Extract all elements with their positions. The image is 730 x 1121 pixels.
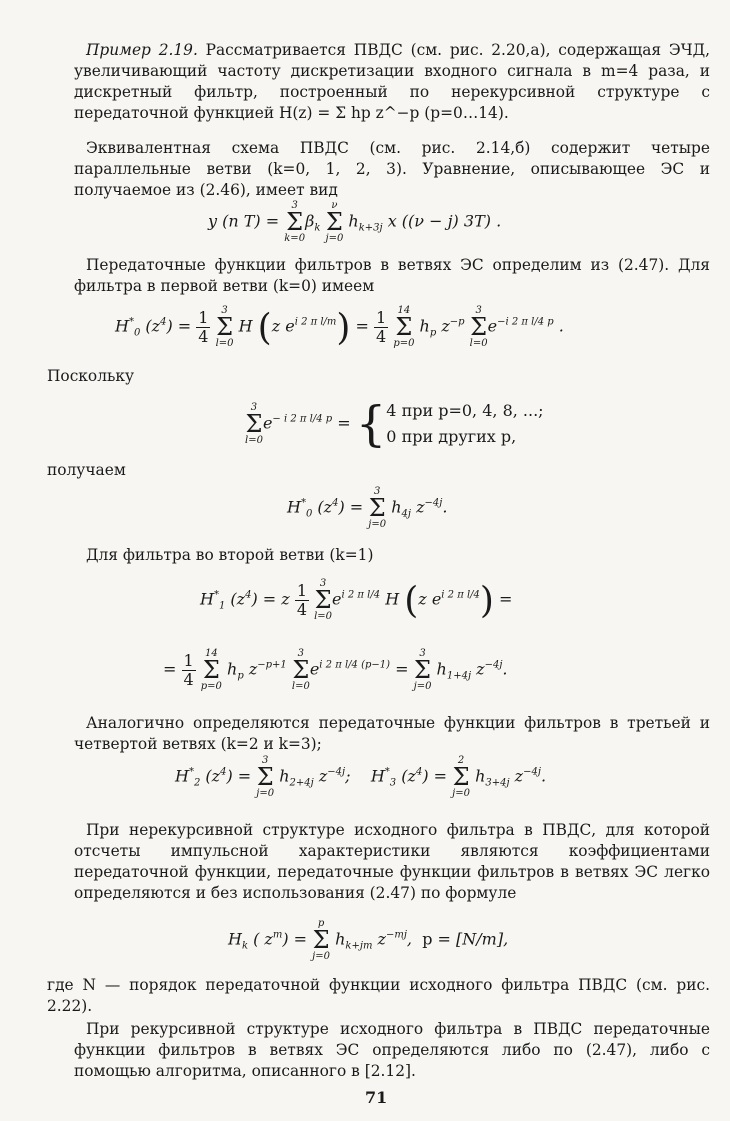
paragraph-example [74,40,710,124]
equation-sum-exponent: 3 Σ l=0 $e^{- i 2 \pi l/4 p}$ = { 4 при p=0, 4, 8, ...; 0 при других p, [245,396,544,452]
equation-h1-line2: = $\frac{1}{4}$ 14 Σ p=0 $h_p$ $z^{-p+1}$ 3 Σ l=0 $e^{i 2 \pi l/4 (p-1)}$ = 3 Σ j=0 $h_{1+4j}$ $z^{-4j}$. [163,648,508,692]
equation-h0: $H^*_0$ $(z^4)$ = $\frac{1}{4}$ 3 Σ l=0 H (z $e^{i 2 \pi l/m}$) = $\frac{1}{4}$ 14 Σ p=0 $h_p$ $z^{-p}$ 3 Σ l=0 $e^{-i 2 \pi l/4 p}$ . [115,305,564,349]
equation-output: y (n T) = 3 Σ k=0 $\beta_k$ ν Σ j=0 $h_{k+3j}$ x ((ν − j) 3T) . [208,200,502,244]
paragraph-recursive: При рекурсивной структуре исходного фильтра в ПВДС передаточные функции фильтров в ветвях ЭС определяются либо по (2.47), либо с помощью алгоритма, описанного в [2.12]. [74,1020,710,1080]
paragraph-we-get: получаем [47,461,126,479]
paragraph-equivalent-scheme: Эквивалентная схема ПВДС (см. рис. 2.14,б) содержит четыре параллельные ветви (k=0, 1, 2, 3). Уравнение, описывающее ЭС и получаемое из (2.46), имеет вид [74,139,710,199]
page-number: 71 [365,1088,388,1107]
equation-h2-h3: $H^*_2$ $(z^4)$ = 3 Σ j=0 $h_{2+4j}$ $z^{-4j}$; $H^*_3$ $(z^4)$ = 2 Σ j=0 $h_{3+4j}$ $z^{-4j}$. [175,755,547,799]
equation-h1-line1: $H^*_1$ $(z^4) = z$ $\frac{1}{4}$ 3 Σ l=0 $e^{i 2 \pi l/4}$ H (z $e^{i 2 \pi l/4}$) = [200,578,513,622]
paragraph-since: Поскольку [47,367,135,385]
example-label: Пример 2.19. [86,41,198,59]
equation-h0-result: $H^*_0$ $(z^4)$ = 3 Σ j=0 $h_{4j}$ $z^{-4j}$. [287,486,448,530]
paragraph-nonrecursive: При нерекурсивной структуре исходного фильтра в ПВДС, для которой отсчеты импульсной характеристики являются коэффициентами передаточной функции, передаточные функции фильтров в ветвях ЭС легко определяются и без использования (2.47) по формуле [74,821,710,902]
example-text: Рассматривается ПВДС (см. рис. 2.20,а), содержащая ЭЧД, увеличивающий частоту дискретизации входного сигнала в m=4 раза, и дискретный фильтр, построенный по нерекурсивной структуре с передаточной функцией H(z) = Σ hp z^−p (p=0…14). [74,41,710,122]
paragraph-second-branch: Для фильтра во второй ветви (k=1) [86,546,374,564]
paragraph-third-fourth: Аналогично определяются передаточные функции фильтров в третьей и четвертой ветвях (k=2 и k=3); [74,714,710,753]
case-two: 0 при других p, [386,427,517,446]
paragraph-where-n: где N — порядок передаточной функции исходного фильтра ПВДС (см. рис. 2.22). [47,976,710,1015]
paragraph-transfer-functions: Передаточные функции фильтров в ветвях ЭС определим из (2.47). Для фильтра в первой ветви (k=0) имеем [74,256,710,295]
equation-hk: $H_k$ ( $z^m$) = p Σ j=0 $h_{k+jm}$ $z^{-mj}$, p = [N/m], [228,918,509,962]
case-one: 4 при p=0, 4, 8, ...; [386,401,544,420]
